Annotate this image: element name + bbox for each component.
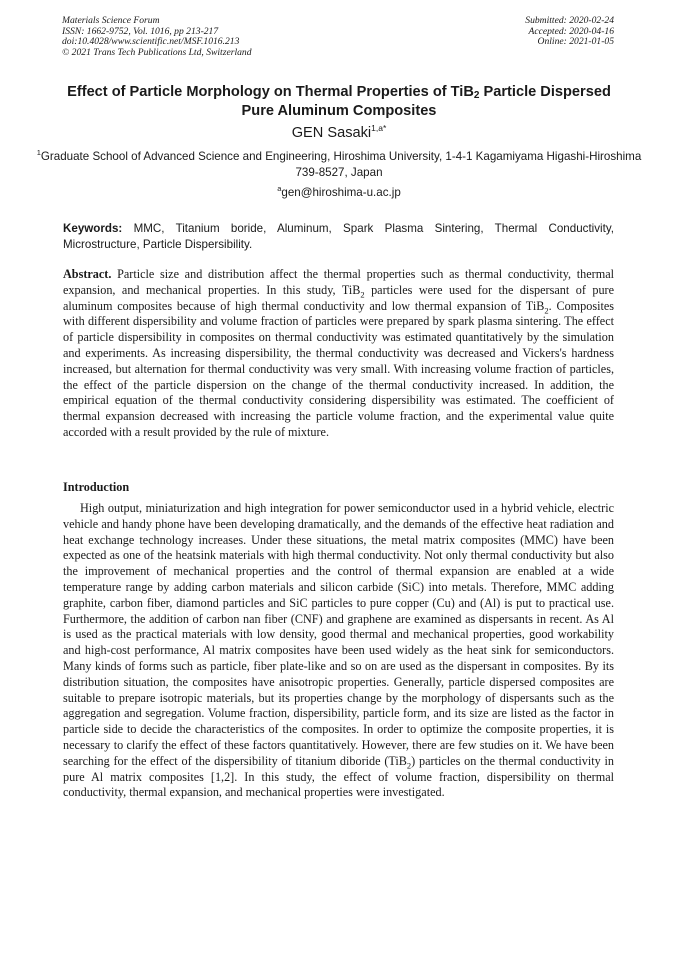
- abstract-text-3: . Composites with different dispersibility and volume fraction of particles were prepared by spark plasma sintering. The effect of particle dispersibility in composites on thermal conductivity was estimated quantitatively by the simulation and experiments. As increasing dispersibility, the thermal conductivity was decreased and Vickers's hardness increased, but alternation for thermal conductivity was very small. With increasing volume fraction of particles, the effect of the particle dispersion on the change of the thermal conductivity increased. In addition, the empirical equation of the thermal conductivity considering dispersibility was estimated. The coefficient of thermal expansion decreased with increasing the particle volume fraction, and the experimental value quite accorded with a result provided by the rule of mixture.: [63, 298, 614, 439]
- email-line: [0, 185, 678, 200]
- author-name: GEN Sasaki: [291, 125, 372, 141]
- copyright-line: © 2021 Trans Tech Publications Ltd, Switzerland: [62, 46, 252, 58]
- affiliation: [30, 149, 648, 181]
- journal-header: [62, 16, 252, 58]
- affiliation-superscript: 1: [36, 148, 41, 157]
- abstract-subscript-1: 2: [360, 289, 365, 300]
- abstract: [63, 267, 614, 441]
- submitted-date: Submitted: 2020-02-24: [525, 15, 614, 26]
- introduction-paragraph: [63, 501, 614, 801]
- introduction-heading: Introduction: [63, 480, 130, 494]
- doi-line: doi:10.4028/www.scientific.net/MSF.1016.213: [62, 36, 240, 48]
- paper-title: [50, 83, 628, 120]
- introduction-text-1: High output, miniaturization and high integration for power semiconductor used in a hybrid vehicle, electric vehicle and handy phone have been developing dramatically, and the demands of the effective heat radiation and heat exchange technology increases. Under these situations, the metal matrix composites (MMC) have been expected as one of the heatsink materials with high thermal conductivity. Not only thermal conductivity but also the improvement of mechanical properties and the control of thermal expansion are enabled at a wide temperature range by adding carbon materials and silicon carbide (SiC) into metals. Therefore, MMC adding graphite, carbon fiber, diamond particles and SiC particles to pure copper (Cu) and (Al) is put to practical use. Furthermore, the addition of carbon nan fiber (CNF) and graphene are examined as dispersants in recent. As Al is used as the practical materials with low density, good thermal and mechanical properties, good workability and high-cost performance, Al matrix composites have been used widely as the heat sink for semiconductors. Many kinds of forms such as particle, fiber plate-like and so on are used as the dispersant in composites. By its distribution situation, the composites have anisotropic properties. Generally, particle dispersed composites are suitable to prepare isotropic materials, but its properties change by the morphology of dispersants such as the aggregation and segregation. Volume fraction, dispersibility, particle form, and its size are listed as the factor in particle side to decide the characteristics of the composites. In order to optimize the composite properties, it is necessary to clarify the effect of these factors quantitatively. However, there are few studies on it. We have been searching for the effect of the dispersibility of titanium diboride (TiB: [63, 501, 614, 768]
- issn-line: ISSN: 1662-9752, Vol. 1016, pp 213-217: [62, 25, 219, 37]
- title-part2: Particle Dispersed Pure Aluminum Composites: [241, 84, 611, 119]
- abstract-text-1: Particle size and distribution affect the thermal properties such as thermal conductivity, thermal expansion, and mechanical properties. In this study, TiB: [63, 267, 614, 297]
- journal-name: Materials Science Forum: [62, 15, 160, 26]
- keywords-label: Keywords:: [63, 222, 123, 235]
- introduction-subscript: 2: [406, 760, 412, 771]
- title-part1: Effect of Particle Morphology on Thermal Properties of TiB: [67, 84, 474, 100]
- introduction-text-2: ) particles on the thermal conductivity in pure Al matrix composites [1,2]. In this study, the effect of volume fraction, dispersibility on thermal conductivity, thermal expansion, and mechanical properties were investigated.: [63, 753, 614, 800]
- email-address[interactable]: gen@hiroshima-u.ac.jp: [281, 186, 401, 199]
- keywords: [63, 221, 614, 252]
- author-superscript: 1,a*: [371, 123, 387, 133]
- dates-header: [525, 16, 614, 48]
- keywords-text: MMC, Titanium boride, Aluminum, Spark Plasma Sintering, Thermal Conductivity, Microstructure, Particle Dispersibility.: [63, 222, 614, 251]
- title-subscript: 2: [473, 90, 480, 101]
- accepted-date: Accepted: 2020-04-16: [528, 25, 614, 37]
- online-date: Online: 2021-01-05: [537, 36, 614, 48]
- email-superscript: a: [277, 184, 282, 193]
- abstract-text-2: particles were used for the dispersant of pure aluminum composites because of high thermal conductivity and low thermal expansion of TiB: [63, 282, 615, 313]
- author-line: [0, 124, 678, 142]
- abstract-label: Abstract.: [63, 267, 112, 281]
- abstract-subscript-2: 2: [544, 305, 549, 316]
- affiliation-text: Graduate School of Advanced Science and Engineering, Hiroshima University, 1-4-1 Kagamiyama Higashi-Hiroshima 739-8527, Japan: [40, 150, 642, 179]
